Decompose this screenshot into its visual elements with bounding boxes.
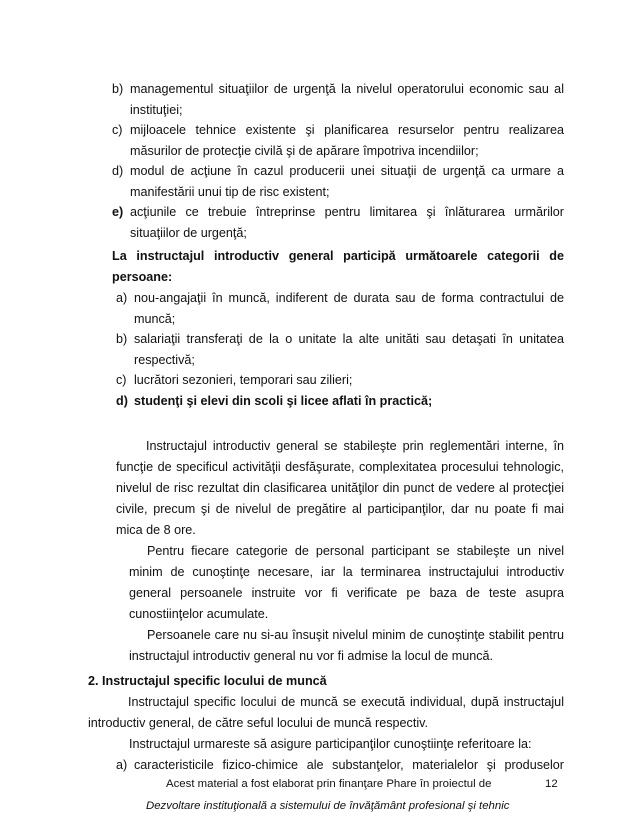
list-item-text: modul de acţiune în cazul producerii unei situaţii de urgenţă ca urmare a manifestării unui tip de risc existent; <box>130 164 564 199</box>
list-marker: c) <box>116 373 127 387</box>
list-item-text: salariaţii transferaţi de la o unitate la alte unităti sau detaşati în unitatea respectivă; <box>134 332 564 367</box>
list-marker: e) <box>112 205 124 219</box>
categories-intro: La instructajul introductiv general participă următoarele categorii de persoane: <box>112 249 564 284</box>
paragraph: Instructajul specific locului de muncă se execută individual, după instructajul introductiv general, de către seful locului de muncă respectiv. <box>88 695 564 730</box>
list-item-text: nou-angajaţii în muncă, indiferent de durata sau de forma contractului de muncă; <box>134 291 564 326</box>
paragraph: Persoanele care nu si-au însuşit nivelul minim de cunoştinţe stabilit pentru instructajul introductiv general nu vor fi admise la locul de muncă. <box>129 628 564 663</box>
list-item-text: lucrători sezonieri, temporari sau zilieri; <box>134 373 353 387</box>
list-marker: d) <box>112 164 124 178</box>
list-marker: b) <box>116 332 128 346</box>
list-item-text: managementul situaţiilor de urgenţă la nivelul operatorului economic sau al instituţiei; <box>130 82 564 117</box>
section-heading: 2. Instructajul specific locului de muncă <box>88 674 327 688</box>
paragraph: Instructajul introductiv general se stabileşte prin reglementări interne, în funcţie de specificul activităţii desfăşurate, complexitatea procesului tehnologic, nivelul de risc rezultat din clasificarea unităţilor din punct de vedere al protecţiei civile, precum şi de nivelul de pregătire al participanţilor, dar nu poate fi mai mica de 8 ore. <box>116 439 564 537</box>
paragraph: Instructajul urmareste să asigure participanţilor cunoştiinţe referitoare la: <box>129 737 532 751</box>
list-marker: a) <box>116 758 128 772</box>
page-number: 12 <box>545 778 558 790</box>
list-marker: c) <box>112 123 123 137</box>
list-item-text: acţiunile ce trebuie întreprinse pentru limitarea şi înlăturarea urmărilor situaţiilor de urgenţă; <box>130 205 564 240</box>
list-marker: b) <box>112 82 124 96</box>
paragraph: Pentru fiecare categorie de personal participant se stabileşte un nivel minim de cunoştinţe necesare, iar la terminarea instructajului introductiv general persoanele instruite vor fi verificate pe baza de teste asupra cunostiinţelor acumulate. <box>129 544 564 621</box>
list-marker: a) <box>116 291 128 305</box>
footer-line: Dezvoltare instituţională a sistemului de învăţământ profesional şi tehnic <box>146 800 510 812</box>
footer-line: Acest material a fost elaborat prin finanţare Phare în proiectul de <box>166 778 492 790</box>
list-item-text: caracteristicile fizico-chimice ale substanţelor, materialelor şi produselor <box>134 758 564 772</box>
list-marker: d) <box>116 394 128 408</box>
list-item-text: studenţi şi elevi din scoli şi licee aflati în practică; <box>134 394 433 408</box>
list-item-text: mijloacele tehnice existente şi planificarea resurselor pentru realizarea măsurilor de protecţie civilă şi de apărare împotriva incendiilor; <box>130 123 564 158</box>
